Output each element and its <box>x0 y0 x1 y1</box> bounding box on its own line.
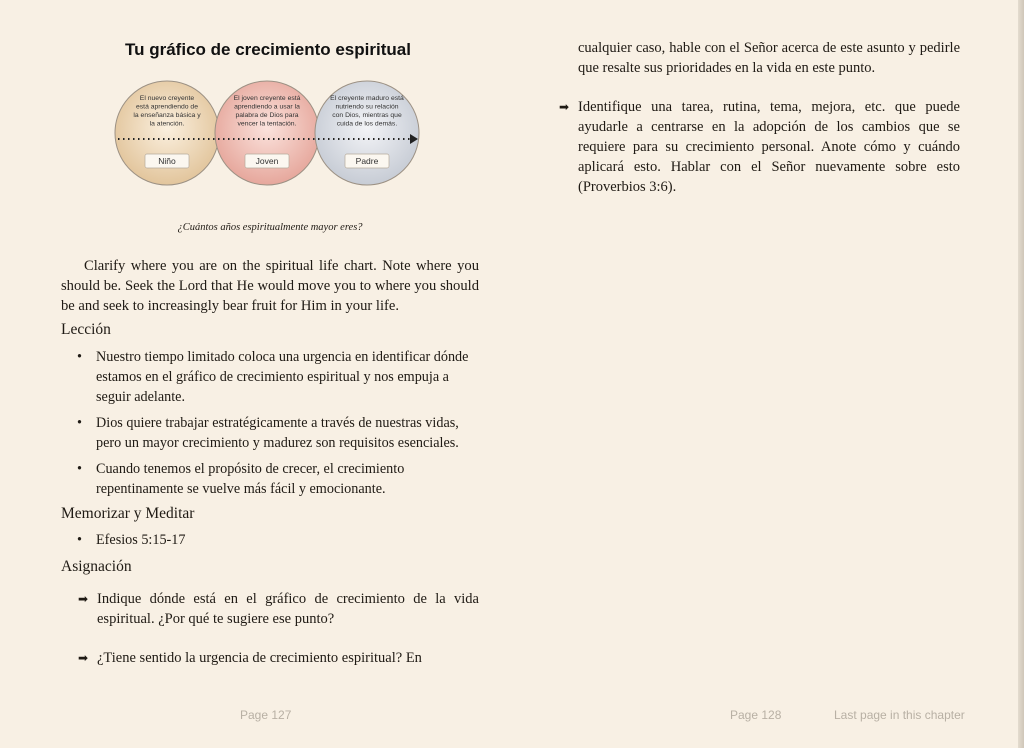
page-number: Page 127 <box>240 708 292 722</box>
bullet-icon: • <box>77 461 82 477</box>
intro-paragraph: Clarify where you are on the spiritual life chart. Note where you should be. Seek the Lord that He would move you to where you should be and seek to increasingly bear fruit for Him in your life. <box>61 258 479 314</box>
heading-asignacion: Asignación <box>61 558 132 575</box>
circle-description: El creyente maduro está nutriendo su relación con Dios, mientras que cuida de los demás. <box>330 95 404 128</box>
figure-caption: ¿Cuántos años espiritualmente mayor eres? <box>177 222 363 233</box>
figure-title: Tu gráfico de crecimiento espiritual <box>125 40 411 59</box>
page-edge <box>1018 0 1024 748</box>
list-item: • Nuestro tiempo limitado coloca una urgencia en identificar dónde estamos en el gráfico de crecimiento espiritual y nos empuja a seguir adelante. <box>77 349 469 405</box>
heading-memorizar: Memorizar y Meditar <box>61 505 195 522</box>
stage-label: Joven <box>255 156 279 166</box>
growth-chart <box>110 76 430 190</box>
assignment-item: ➡ Identifique una tarea, rutina, tema, mejora, etc. que puede ayudarle a centrarse en la adopción de los cambios que se requiere para su crecimiento personal. Anote cómo y cuándo aplicará esto. Hablar con el Señor nuevamente sobre esto (Proverbios 3:6). <box>559 99 960 195</box>
bullet-icon: • <box>77 349 82 365</box>
circle-description: El nuevo creyente está aprendiendo de la enseñanza básica y la atención. <box>133 95 201 128</box>
memorizar-list <box>61 530 481 550</box>
bullet-icon: • <box>77 532 82 548</box>
chapter-note: Last page in this chapter <box>834 708 965 722</box>
arrow-right-icon: ➡ <box>559 100 570 114</box>
bullet-icon: • <box>77 415 82 431</box>
assignment-item: ➡ ¿Tiene sentido la urgencia de crecimiento espiritual? En <box>78 650 422 666</box>
page-number: Page 128 <box>730 708 782 722</box>
continuation-text: cualquier caso, hable con el Señor acerca de este asunto y pedirle que resalte sus prioridades en la vida en este punto. <box>578 40 960 76</box>
list-item: • Cuando tenemos el propósito de crecer, el crecimiento repentinamente se vuelve más fácil y emocionante. <box>77 461 405 497</box>
stage-label: Niño <box>158 156 176 166</box>
circle-description: El joven creyente está aprendiendo a usar la palabra de Dios para vencer la tentación. <box>233 95 301 128</box>
arrow-right-icon: ➡ <box>78 592 89 606</box>
arrow-right-icon: ➡ <box>78 651 89 665</box>
list-item: • Dios quiere trabajar estratégicamente a través de nuestras vidas, pero un mayor crecimiento y madurez son requisitos esenciales. <box>77 415 459 451</box>
right-page <box>512 0 1024 748</box>
leccion-list <box>61 347 481 499</box>
assignment-item: ➡ Indique dónde está en el gráfico de crecimiento de la vida espiritual. ¿Por qué te sugiere ese punto? <box>78 591 479 627</box>
list-item: • Efesios 5:15-17 <box>77 532 186 548</box>
stage-label: Padre <box>355 156 379 166</box>
heading-leccion: Lección <box>61 321 111 338</box>
